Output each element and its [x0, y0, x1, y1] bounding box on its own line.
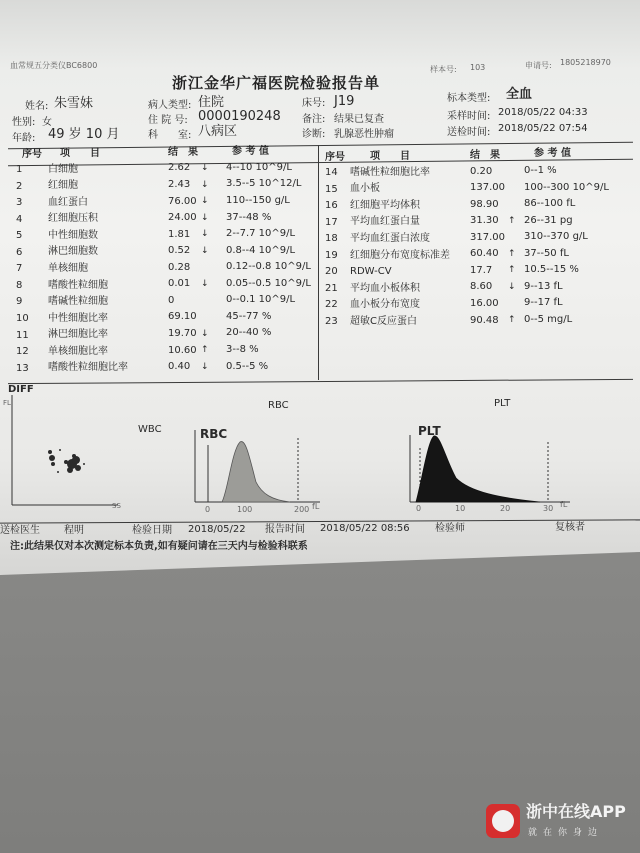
row-no: 12 — [16, 346, 29, 358]
row-result: 0.40 — [168, 361, 191, 373]
row-result: 2.43 — [168, 179, 191, 191]
row-result: 90.48 — [470, 314, 499, 326]
row-reference: 0.12--0.8 10^9/L — [226, 261, 311, 273]
department: 八病区 — [198, 124, 238, 139]
row-flag: ↑ — [508, 315, 516, 326]
row-result: 76.00 — [168, 195, 197, 207]
row-no: 14 — [325, 167, 338, 178]
plt-graph-label: PLT — [418, 424, 441, 438]
plt-tick-20: 20 — [500, 504, 511, 513]
disclaimer-note: 注:此结果仅对本次测定标本负责,如有疑问请在三天内与检验科联系 — [10, 541, 308, 552]
row-reference: 26--31 pg — [524, 214, 573, 226]
row-reference: 100--300 10^9/L — [524, 181, 609, 193]
rbc-graph-label: RBC — [200, 427, 228, 441]
row-reference: 3--8 % — [226, 343, 259, 355]
row-reference: 0.8--4 10^9/L — [226, 244, 296, 256]
row-result: 60.40 — [470, 248, 499, 260]
row-reference: 0--5 mg/L — [524, 313, 573, 325]
row-item-name: 中性细胞比率 — [48, 312, 108, 324]
row-item-name: 血红蛋白 — [48, 196, 88, 208]
reviewer-label: 复核者 — [555, 522, 585, 533]
row-no: 11 — [16, 329, 29, 341]
row-result: 31.30 — [470, 215, 499, 227]
row-result: 10.60 — [168, 344, 197, 356]
row-item-name: 血小板分布宽度 — [350, 299, 420, 311]
row-item-name: 红细胞平均体积 — [350, 199, 420, 211]
note-label: 备注: — [302, 114, 326, 125]
row-item-name: 红细胞压积 — [48, 213, 98, 225]
wbc-label: WBC — [138, 424, 162, 435]
row-result: 17.7 — [470, 264, 493, 276]
row-flag: ↓ — [201, 229, 209, 240]
plt-graph-title: PLT — [494, 398, 511, 409]
row-result: 16.00 — [470, 297, 499, 309]
table-divider — [318, 145, 319, 380]
page-title: 浙江金华广福医院检验报告单 — [172, 74, 381, 92]
row-no: 2 — [16, 180, 23, 192]
row-result: 0.01 — [168, 278, 191, 290]
row-flag: ↓ — [508, 282, 516, 293]
patient-type: 住院 — [198, 95, 225, 110]
row-flag: ↓ — [201, 328, 209, 339]
fl-axis-label: FL — [3, 399, 11, 407]
row-reference: 9--17 fL — [524, 297, 563, 309]
plt-tick-unit: fL — [560, 500, 568, 509]
col-ref-left: 参 考 值 — [232, 146, 269, 157]
rbc-tick-200: 200 — [294, 505, 310, 514]
row-flag: ↓ — [201, 179, 209, 190]
row-flag: ↓ — [201, 245, 209, 256]
ss-axis-label: SS — [112, 502, 121, 510]
row-flag: ↓ — [201, 163, 209, 174]
request-no-label: 申请号: — [525, 61, 552, 70]
row-no: 18 — [325, 233, 338, 245]
row-reference: 110--150 g/L — [226, 195, 290, 206]
col-item-right: 项 目 — [370, 151, 410, 162]
row-item-name: 嗜酸性粒细胞 — [48, 279, 108, 291]
row-flag: ↓ — [201, 279, 209, 289]
sex-label: 性别: — [12, 117, 36, 128]
row-flag: ↓ — [201, 212, 209, 223]
col-item-left: 项 目 — [60, 148, 100, 159]
plt-histogram — [410, 435, 570, 502]
rbc-tick-100: 100 — [237, 505, 253, 514]
row-reference: 310--370 g/L — [524, 231, 588, 243]
row-reference: 4--10 10^9/L — [226, 161, 292, 173]
row-no: 22 — [325, 299, 338, 311]
name-label: 姓名: — [25, 101, 49, 112]
sample-type: 全血 — [506, 87, 533, 102]
sender-name: 程明 — [64, 525, 84, 536]
row-result: 1.81 — [168, 228, 191, 240]
tester-label: 检验师 — [435, 523, 465, 534]
diagnosis: 乳腺恶性肿瘤 — [334, 129, 394, 140]
inpatient-label: 住 院 号: — [148, 115, 188, 126]
analyzer-label: 血常规五分类仪BC6800 — [10, 61, 98, 70]
row-no: 9 — [16, 296, 23, 308]
rbc-tick-unit: fL — [312, 502, 320, 511]
row-item-name: 平均血小板体积 — [350, 282, 420, 294]
row-item-name: 单核细胞 — [48, 262, 88, 274]
row-reference: 9--13 fL — [524, 280, 563, 292]
row-item-name: 淋巴细胞数 — [48, 246, 98, 258]
row-no: 5 — [16, 230, 23, 242]
row-no: 10 — [16, 312, 29, 324]
col-result-right: 结 果 — [470, 150, 500, 161]
plt-tick-0: 0 — [416, 504, 422, 513]
row-flag: ↑ — [201, 345, 209, 356]
col-no-right: 序号 — [325, 152, 345, 163]
diff-scatter-plot — [12, 395, 118, 505]
col-result-left: 结 果 — [168, 147, 198, 158]
row-item-name: 嗜碱性粒细胞比率 — [350, 166, 430, 178]
collect-time: 2018/05/22 04:33 — [498, 107, 588, 118]
row-reference: 20--40 % — [226, 327, 272, 339]
row-reference: 37--50 fL — [524, 247, 569, 259]
bed-number: J19 — [334, 94, 355, 109]
sender-label: 送检医生 — [0, 525, 40, 536]
row-flag: ↓ — [201, 196, 209, 207]
row-no: 15 — [325, 183, 338, 195]
row-no: 4 — [16, 213, 23, 225]
note-value: 结果已复查 — [334, 114, 384, 125]
row-no: 19 — [325, 249, 338, 261]
collect-time-label: 采样时间: — [447, 111, 491, 122]
row-reference: 45--77 % — [226, 310, 272, 322]
row-reference: 0--1 % — [524, 165, 557, 176]
row-reference: 0.05--0.5 10^9/L — [226, 277, 311, 289]
row-result: 69.10 — [168, 311, 197, 323]
plt-tick-10: 10 — [455, 504, 466, 513]
patient-type-label: 病人类型: — [148, 100, 192, 111]
row-item-name: 平均血红蛋白量 — [350, 216, 420, 228]
row-flag: ↑ — [508, 265, 516, 276]
graphs-area — [0, 390, 640, 520]
row-item-name: 淋巴细胞比率 — [48, 329, 108, 341]
sample-no-value: 103 — [470, 63, 486, 72]
row-result: 98.90 — [470, 198, 499, 210]
row-item-name: 超敏C反应蛋白 — [350, 315, 417, 327]
send-time-label: 送检时间: — [447, 127, 491, 138]
row-no: 16 — [325, 200, 338, 212]
patient-sex: 女 — [42, 117, 52, 128]
row-no: 17 — [325, 216, 338, 228]
row-result: 0 — [168, 294, 175, 306]
row-item-name: RDW-CV — [350, 266, 392, 278]
row-no: 1 — [16, 164, 23, 175]
row-no: 13 — [16, 362, 29, 374]
row-no: 20 — [325, 266, 338, 278]
row-reference: 86--100 fL — [524, 198, 576, 210]
row-item-name: 中性细胞数 — [48, 229, 98, 241]
test-date: 2018/05/22 — [188, 524, 246, 535]
row-reference: 0.5--5 % — [226, 360, 269, 372]
row-item-name: 嗜碱性粒细胞 — [48, 296, 108, 308]
row-result: 0.28 — [168, 261, 191, 273]
row-no: 7 — [16, 263, 23, 275]
row-reference: 0--0.1 10^9/L — [226, 294, 296, 306]
diff-label: DIFF — [8, 384, 34, 395]
bed-label: 床号: — [302, 98, 326, 109]
row-no: 6 — [16, 246, 23, 258]
report-time: 2018/05/22 08:56 — [320, 523, 410, 534]
row-flag: ↓ — [201, 361, 209, 372]
row-result: 0.52 — [168, 245, 191, 257]
report-time-label: 报告时间 — [265, 524, 305, 535]
send-time: 2018/05/22 07:54 — [498, 123, 588, 134]
row-no: 21 — [325, 282, 338, 294]
row-item-name: 白细胞 — [48, 163, 78, 175]
watermark-app-name: 浙中在线APP — [526, 802, 626, 821]
rbc-tick-0: 0 — [205, 505, 211, 514]
patient-age: 49 岁 10 月 — [48, 127, 120, 142]
row-item-name: 平均血红蛋白浓度 — [350, 232, 430, 244]
row-reference: 10.5--15 % — [524, 264, 579, 276]
row-item-name: 嗜酸性粒细胞比率 — [48, 362, 128, 374]
row-result: 19.70 — [168, 327, 197, 339]
test-date-label: 检验日期 — [132, 525, 172, 536]
row-no: 23 — [325, 315, 338, 327]
watermark-slogan: 就在你身边 — [528, 828, 604, 838]
row-reference: 37--48 % — [226, 211, 272, 223]
dept-label: 科 室: — [148, 130, 192, 141]
row-item-name: 血小板 — [350, 183, 380, 195]
app-logo-icon — [486, 804, 520, 838]
row-result: 2.62 — [168, 162, 191, 174]
row-reference: 3.5--5 10^12/L — [226, 178, 302, 190]
col-ref-right: 参 考 值 — [534, 148, 571, 159]
inpatient-number: 0000190248 — [198, 109, 281, 124]
row-no: 8 — [16, 279, 23, 291]
age-label: 年龄: — [12, 133, 36, 144]
row-flag: ↑ — [508, 215, 516, 226]
row-item-name: 红细胞分布宽度标准差 — [350, 249, 450, 261]
row-item-name: 单核细胞比率 — [48, 345, 108, 357]
diagnosis-label: 诊断: — [302, 129, 326, 140]
request-no-value: 1805218970 — [560, 58, 611, 67]
rbc-graph-title: RBC — [268, 400, 289, 411]
row-result: 8.60 — [470, 281, 493, 293]
row-reference: 2--7.7 10^9/L — [226, 228, 296, 240]
row-flag: ↑ — [508, 248, 516, 259]
patient-name: 朱雪妹 — [54, 96, 94, 111]
row-result: 137.00 — [470, 182, 505, 194]
row-result: 24.00 — [168, 212, 197, 224]
sample-type-label: 标本类型: — [447, 93, 491, 104]
row-item-name: 红细胞 — [48, 180, 78, 192]
row-no: 3 — [16, 197, 23, 209]
plt-tick-30: 30 — [543, 504, 554, 513]
col-no-left: 序号 — [22, 149, 42, 160]
sample-no-label: 样本号: — [430, 65, 457, 74]
row-result: 0.20 — [470, 165, 493, 177]
row-result: 317.00 — [470, 231, 505, 243]
